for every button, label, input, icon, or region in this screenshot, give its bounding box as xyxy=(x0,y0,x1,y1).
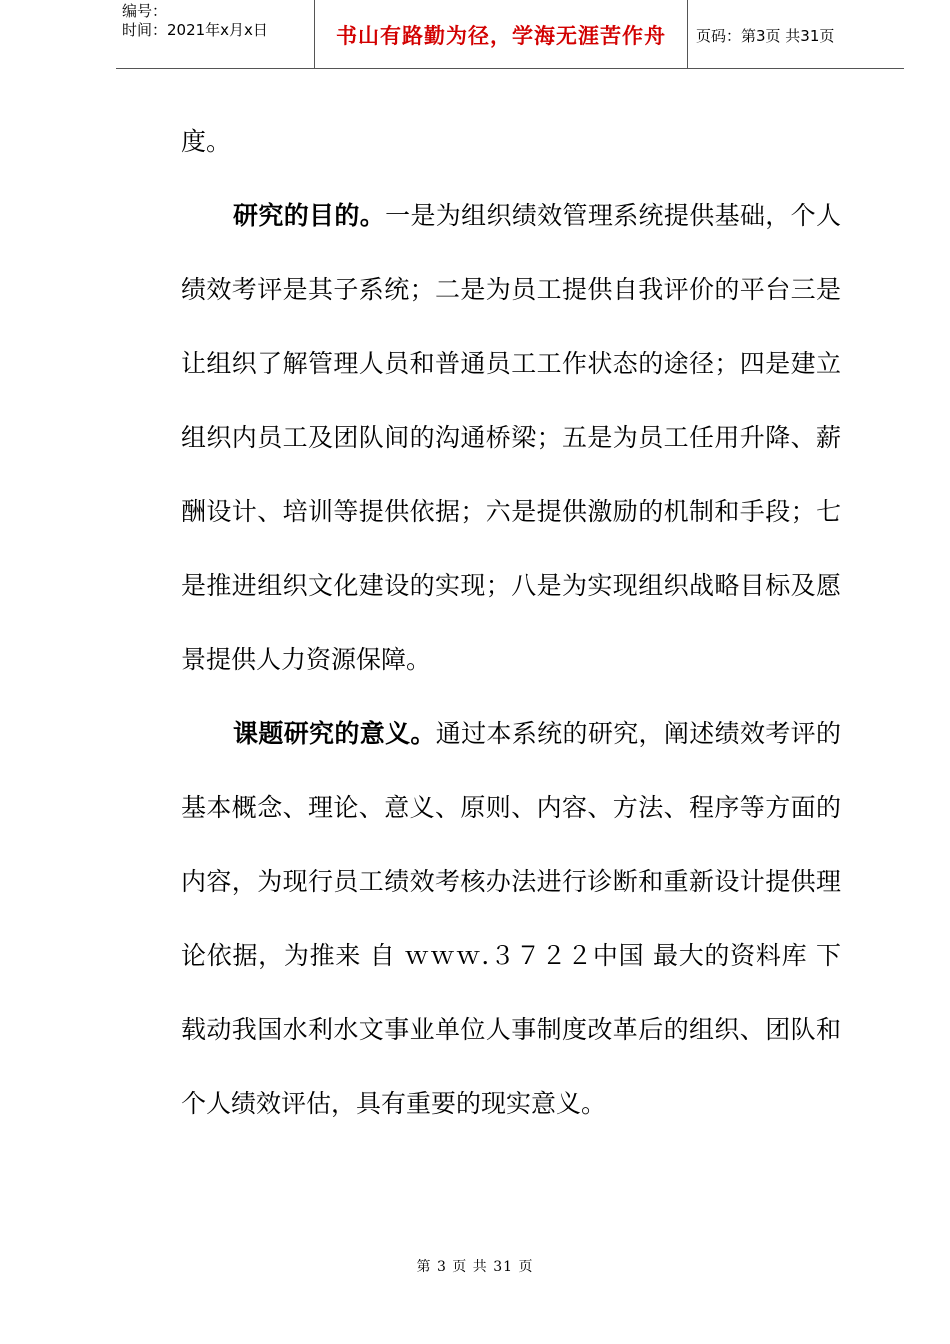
purpose-text: 一是为组织绩效管理系统提供基础，个人绩效考评是其子系统；二是为员工提供自我评价的平台三是让组织了解管理人员和普通员工工作状态的途径；四是建立组织内员工及团队间的沟通桥梁；五是为员工任用升降、薪酬设计、培训等提供依据；六是提供激励的机制和手段；七是推进组织文化建设的实现；八是为实现组织战略目标及愿景提供人力资源保障。 xyxy=(181,201,841,674)
significance-heading: 课题研究的意义。 xyxy=(233,719,436,748)
paragraph-significance xyxy=(181,697,841,1141)
number-label: 编号： xyxy=(122,2,168,20)
page-header xyxy=(116,0,904,69)
paragraph-continuation: 度。 xyxy=(181,127,232,156)
significance-text: 通过本系统的研究，阐述绩效考评的基本概念、理论、意义、原则、内容、方法、程序等方面的内容，为现行员工绩效考核办法进行诊断和重新设计提供理论依据，为推来 自 ｗｗｗ.３７２２中国 最大的资料库 下载动我国水利水文事业单位人事制度改革后的组织、团队和个人绩效评估，具有重要的现实意义。 xyxy=(181,719,841,1118)
paragraph-purpose xyxy=(181,179,841,697)
header-meta xyxy=(116,0,315,68)
time-label: 时间：2021年x月x日 xyxy=(122,21,268,39)
purpose-heading: 研究的目的。 xyxy=(233,201,386,230)
header-motto: 书山有路勤为径，学海无涯苦作舟 xyxy=(315,0,688,68)
document-body xyxy=(181,105,841,1141)
header-page-info: 页码：第3页 共31页 xyxy=(696,26,835,45)
page-footer: 第 3 页 共 31 页 xyxy=(416,1259,534,1275)
